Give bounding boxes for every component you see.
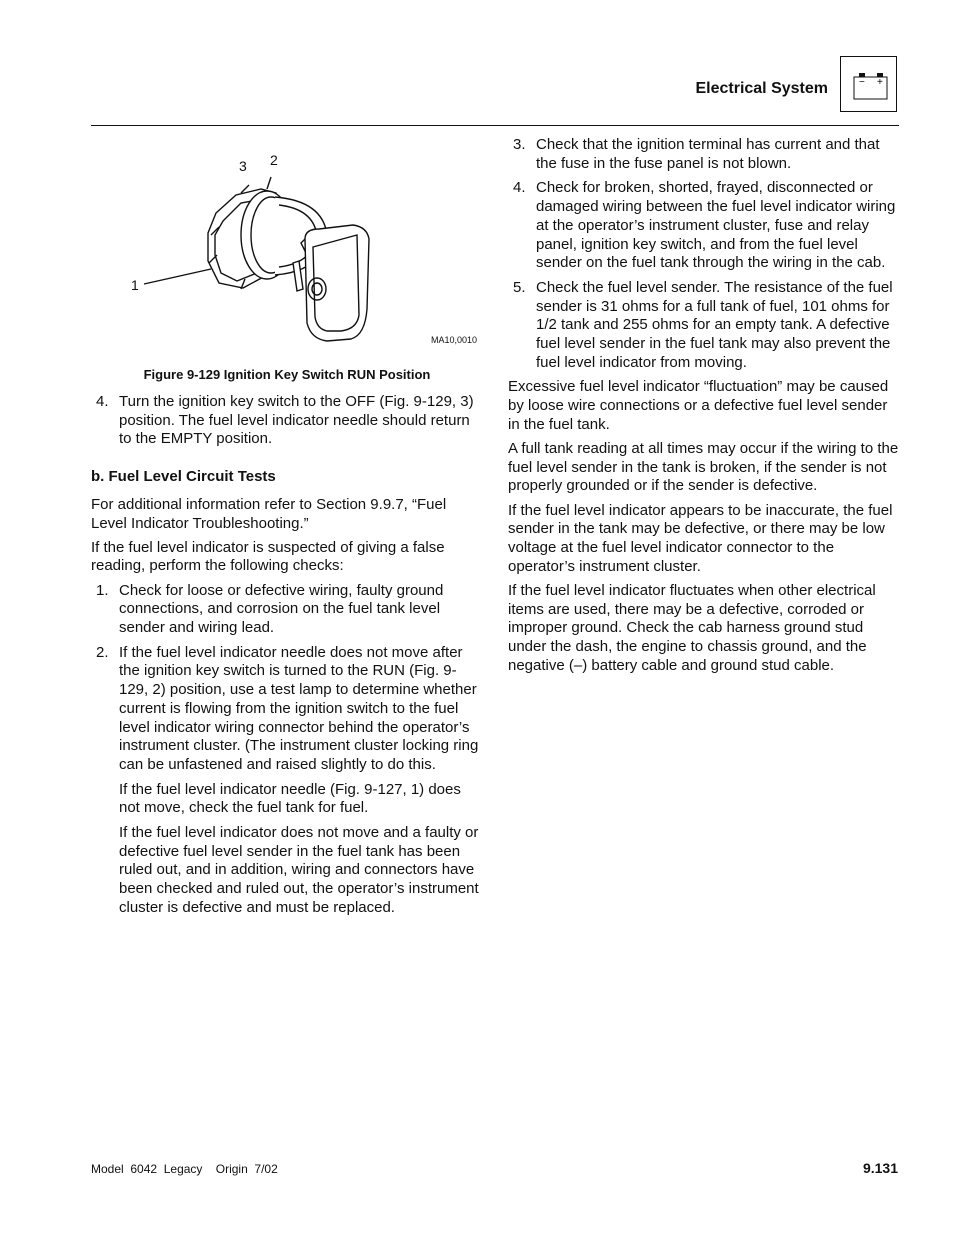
callout-3: 3 — [239, 158, 247, 174]
ignition-key-figure — [91, 143, 483, 353]
item-text: Check for loose or defective wiring, faulty ground connections, and corrosion on the fuel tank level sender and wiring lead. — [119, 581, 444, 637]
section-title: Electrical System — [695, 80, 828, 97]
list-item — [91, 393, 483, 449]
list-item — [508, 136, 900, 173]
item-number: 4. — [513, 179, 526, 197]
section-heading: b. Fuel Level Circuit Tests — [91, 468, 276, 486]
footer-model-info: Model 6042 Legacy Origin 7/02 — [91, 1162, 278, 1176]
item-number: 5. — [513, 278, 526, 296]
list-item — [508, 279, 900, 373]
item-text: If the fuel level indicator needle does not move after the ignition key switch is turned to the RUN (Fig. 9-129, 2) position, use a test lamp to determine whether current is flowing from the ignition switch to the fuel level indicator wiring connector behind the operator’s instrument cluster. (The instrument cluster locking ring can be unfastened and raised slightly to do this. — [119, 643, 479, 773]
list-item — [91, 582, 483, 638]
item-text: If the fuel level indicator needle (Fig. 9-127, 1) does not move, check the fuel tank for fuel. — [119, 780, 461, 817]
item-text: Turn the ignition key switch to the OFF (Fig. 9-129, 3) position. The fuel level indicator needle should return to the EMPTY position. — [119, 393, 474, 448]
ignition-switch-illustration — [91, 143, 483, 353]
left-column — [91, 393, 483, 924]
battery-plus-sign: + — [877, 77, 883, 88]
paragraph: If the fuel level indicator is suspected of giving a false reading, perform the following checks: — [91, 538, 445, 575]
figure-code: MA10,0010 — [431, 335, 478, 345]
paragraph: If the fuel level indicator appears to be inaccurate, the fuel sender in the tank may be defective, or there may be low voltage at the fuel level indicator connector to the operator’s instrument cluster. — [508, 501, 893, 575]
paragraph: For additional information refer to Section 9.9.7, “Fuel Level Indicator Troubleshooting.” — [91, 495, 447, 532]
item-number: 4. — [96, 393, 109, 410]
battery-icon-graphic — [841, 57, 896, 111]
item-number: 3. — [513, 136, 526, 153]
list-item — [91, 644, 483, 918]
item-text: Check for broken, shorted, frayed, disconnected or damaged wiring between the fuel level indicator wiring at the operator’s instrument cluster, fuse and relay panel, ignition key switch, and from the fuel level sender on the fuel tank through the wiring in the cab. — [536, 179, 896, 272]
paragraph: A full tank reading at all times may occur if the wiring to the fuel level sender in the tank is broken, if the sender is not properly grounded or if the sender is defective. — [508, 440, 899, 495]
right-column — [508, 136, 900, 681]
item-number: 1. — [96, 581, 109, 599]
header-rule — [91, 125, 899, 126]
item-number: 2. — [96, 643, 109, 661]
item-text: Check the fuel level sender. The resistance of the fuel sender is 31 ohms for a full tank of fuel, 101 ohms for 1/2 tank and 255 ohms for an empty tank. A defective fuel level sender in the fuel tank may also prevent the fuel level indicator from moving. — [536, 278, 893, 371]
callout-1: 1 — [131, 277, 139, 293]
item-text: If the fuel level indicator does not move and a faulty or defective fuel level sender in the fuel tank has been ruled out, and in addition, wiring and connectors have been checked and ruled out, the operator’s instrument cluster is defective and must be replaced. — [119, 824, 479, 916]
page-number: 9.131 — [862, 1160, 898, 1176]
paragraph: Excessive fuel level indicator “fluctuation” may be caused by loose wire connections or a defective fuel level sender in the fuel tank. — [508, 378, 889, 433]
battery-minus-sign: − — [859, 77, 865, 88]
list-item — [508, 179, 900, 273]
paragraph: If the fuel level indicator fluctuates when other electrical items are used, there may be a defective, corroded or improper ground. Check the cab harness ground stud under the dash, the engine to chassis ground, and the negative (–) battery cable and ground stud cable. — [508, 581, 876, 674]
battery-icon — [840, 56, 897, 112]
figure-caption: Figure 9-129 Ignition Key Switch RUN Position — [143, 367, 431, 382]
item-text: Check that the ignition terminal has current and that the fuse in the fuse panel is not blown. — [536, 136, 880, 172]
callout-2: 2 — [270, 152, 278, 168]
